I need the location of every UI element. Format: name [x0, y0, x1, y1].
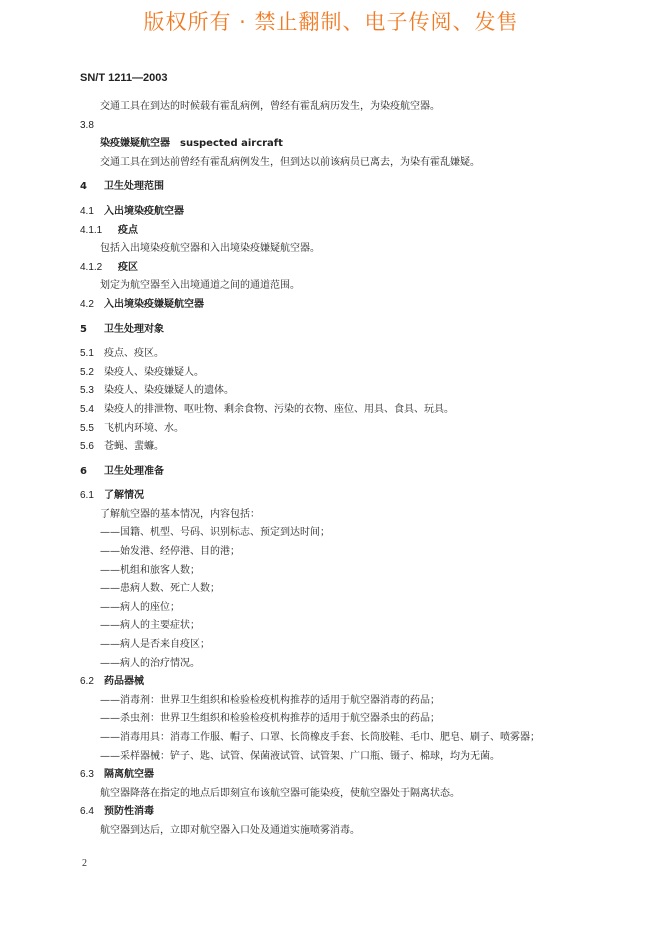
section-4-1-1-heading [0, 224, 662, 243]
paragraph [0, 279, 662, 298]
term-line [0, 137, 662, 156]
dash-item [0, 731, 662, 750]
item-number: 5.3 [80, 385, 94, 397]
section-title: 卫生处理准备 [104, 465, 164, 477]
section-6-heading [0, 465, 662, 484]
dash-item [0, 638, 662, 657]
section-4-2-heading [0, 298, 662, 317]
item-number: 5.6 [80, 441, 94, 453]
dash-item [0, 750, 662, 769]
paragraph-text: 包括入出境染疫航空器和入出境染疫嫌疑航空器。 [100, 243, 320, 255]
section-number: 6.2 [80, 676, 94, 688]
dash-item [0, 545, 662, 564]
section-6-2-heading [0, 675, 662, 694]
item-number: 5.4 [80, 403, 94, 415]
section-number: 6 [80, 465, 87, 477]
page-number: 2 [82, 858, 87, 869]
section-title: 预防性消毒 [104, 806, 154, 818]
term-label: 染疫嫌疑航空器 suspected aircraft [100, 138, 283, 150]
paragraph-text: 划定为航空器至入出境通道之间的通道范围。 [100, 280, 300, 292]
section-title: 药品器械 [104, 676, 144, 688]
item-text: 染疫人、染疫嫌疑人。 [104, 366, 204, 378]
section-title: 了解情况 [104, 490, 144, 502]
standard-code: SN/T 1211—2003 [80, 72, 168, 84]
paragraph-text: 航空器到达后，立即对航空器入口处及通道实施喷雾消毒。 [100, 824, 360, 836]
section-number: 4 [80, 181, 87, 193]
dash-item-text: ——患病人数、死亡人数； [100, 583, 220, 595]
dash-item-text: ——采样器械：铲子、匙、试管、保菌液试管、试管架、广口瓶、镊子、棉球，均为无菌。 [100, 750, 500, 762]
dash-item [0, 526, 662, 545]
section-6-1-heading [0, 489, 662, 508]
dash-item-text: ——病人是否来自疫区； [100, 639, 210, 651]
section-title: 疫点 [118, 224, 138, 236]
section-number: 6.4 [80, 806, 94, 818]
list-item [0, 347, 662, 366]
dash-item [0, 601, 662, 620]
dash-item-text: ——杀虫剂：世界卫生组织和检验检疫机构推荐的适用于航空器杀虫的药品； [100, 713, 440, 725]
section-number: 4.1 [80, 205, 94, 217]
paragraph-text: 了解航空器的基本情况，内容包括： [100, 508, 260, 520]
section-6-4-heading [0, 805, 662, 824]
dash-item-text: ——病人的治疗情况。 [100, 657, 200, 669]
section-number: 5 [80, 323, 87, 335]
dash-item-text: ——国籍、机型、号码、识别标志、预定到达时间； [100, 527, 330, 539]
section-3-8-heading [0, 119, 662, 138]
list-item [0, 440, 662, 459]
dash-item-text: ——病人的座位； [100, 601, 180, 613]
list-item [0, 366, 662, 385]
item-text: 染疫人、染疫嫌疑人的遗体。 [104, 385, 234, 397]
paragraph [0, 508, 662, 527]
list-item [0, 422, 662, 441]
item-number: 5.2 [80, 366, 94, 378]
section-title: 隔离航空器 [104, 769, 154, 781]
dash-item [0, 657, 662, 676]
section-5-heading [0, 323, 662, 342]
dash-item-text: ——始发港、经停港、目的港； [100, 546, 240, 558]
section-title: 入出境染疫嫌疑航空器 [104, 298, 204, 310]
item-text: 染疫人的排泄物、呕吐物、剩余食物、污染的衣物、座位、用具、食具、玩具。 [104, 403, 454, 415]
dash-item [0, 619, 662, 638]
item-number: 5.5 [80, 422, 94, 434]
section-title: 卫生处理对象 [104, 323, 164, 335]
item-number: 5.1 [80, 348, 94, 360]
section-number: 6.3 [80, 769, 94, 781]
section-number: 4.1.2 [80, 261, 103, 273]
paragraph [0, 242, 662, 261]
document-body [0, 100, 662, 843]
item-text: 苍蝇、蜚蠊。 [104, 441, 164, 453]
list-item [0, 403, 662, 422]
paragraph [0, 787, 662, 806]
section-4-heading [0, 180, 662, 199]
paragraph [0, 100, 662, 119]
paragraph-text: 交通工具在到达的时候载有霍乱病例，曾经有霍乱病历发生，为染疫航空器。 [100, 101, 440, 112]
dash-item [0, 712, 662, 731]
section-title: 卫生处理范围 [104, 181, 164, 193]
dash-item [0, 694, 662, 713]
item-text: 疫点、疫区。 [104, 348, 164, 360]
paragraph [0, 156, 662, 175]
section-title: 疫区 [118, 261, 138, 273]
dash-item-text: ——消毒用具：消毒工作服、帽子、口罩、长筒橡皮手套、长筒胶鞋、毛巾、肥皂、刷子、喷雾器； [100, 732, 540, 743]
section-number: 4.2 [80, 298, 94, 310]
section-number: 4.1.1 [80, 224, 103, 236]
dash-item-text: ——病人的主要症状； [100, 620, 200, 632]
item-text: 飞机内环境、水。 [104, 422, 184, 434]
dash-item-text: ——消毒剂：世界卫生组织和检验检疫机构推荐的适用于航空器消毒的药品； [100, 694, 440, 706]
section-title: 入出境染疫航空器 [104, 205, 184, 217]
watermark-banner: 版权所有 · 禁止翻制、电子传阅、发售 [143, 10, 519, 34]
dash-item [0, 564, 662, 583]
section-4-1-2-heading [0, 261, 662, 280]
paragraph [0, 824, 662, 843]
paragraph-text: 交通工具在到达前曾经有霍乱病例发生，但到达以前该病员已离去，为染有霍乱嫌疑。 [100, 156, 480, 168]
paragraph-text: 航空器降落在指定的地点后即刻宣布该航空器可能染疫，使航空器处于隔离状态。 [100, 787, 460, 799]
dash-item [0, 582, 662, 601]
section-6-3-heading [0, 768, 662, 787]
section-number: 6.1 [80, 490, 94, 502]
dash-item-text: ——机组和旅客人数； [100, 564, 200, 576]
list-item [0, 384, 662, 403]
section-number: 3.8 [80, 119, 94, 131]
section-4-1-heading [0, 205, 662, 224]
